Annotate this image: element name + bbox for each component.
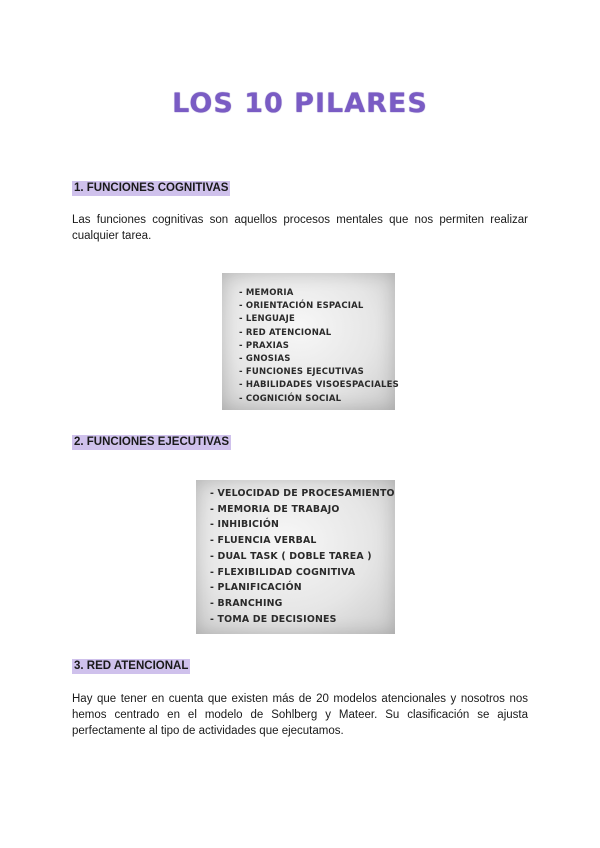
- list-item: - COGNICIÓN SOCIAL: [239, 393, 342, 404]
- section-heading-funciones-ejecutivas: 2. FUNCIONES EJECUTIVAS: [74, 436, 230, 448]
- list-item: - INHIBICIÓN: [210, 519, 280, 531]
- page-title: LOS 10 PILARES: [172, 88, 428, 119]
- section-paragraph-red-atencional: Hay que tener en cuenta que existen más de 20 modelos atencionales y nosotros nos hemos centrado en el modelo de Sohlberg y Mateer. Su clasificación se ajusta perfectamente al tipo de actividades que ejecutamos.: [72, 693, 528, 737]
- section-heading-funciones-cognitivas: 1. FUNCIONES COGNITIVAS: [74, 182, 229, 194]
- list-item: - DUAL TASK ( DOBLE TAREA ): [210, 550, 372, 562]
- list-item: - MEMORIA DE TRABAJO: [210, 503, 340, 515]
- list-item: - GNOSIAS: [239, 354, 291, 365]
- list-item: - MEMORIA: [239, 288, 294, 298]
- section-heading-red-atencional: 3. RED ATENCIONAL: [74, 660, 189, 672]
- section-paragraph-funciones-cognitivas: Las funciones cognitivas son aquellos procesos mentales que nos permiten realizar cualquier tarea.: [72, 214, 528, 242]
- list-item: - HABILIDADES VISOESPACIALES: [239, 380, 399, 391]
- list-item: - RED ATENCIONAL: [239, 327, 332, 338]
- list-item: - ORIENTACIÓN ESPACIAL: [239, 301, 364, 312]
- list-item: - PRAXIAS: [239, 340, 290, 351]
- list-item: - FUNCIONES EJECUTIVAS: [239, 367, 364, 378]
- list-item: - VELOCIDAD DE PROCESAMIENTO: [210, 488, 395, 499]
- chalkboard-image-funciones-cognitivas: [222, 273, 399, 410]
- board-list: [210, 486, 395, 627]
- list-item: - FLEXIBILIDAD COGNITIVA: [210, 566, 356, 578]
- list-item: - PLANIFICACIÓN: [210, 582, 302, 594]
- board-list: [239, 287, 399, 406]
- chalkboard-image-funciones-ejecutivas: [196, 480, 395, 634]
- list-item: - LENGUAJE: [239, 314, 295, 325]
- list-item: - TOMA DE DECISIONES: [210, 613, 337, 625]
- list-item: - FLUENCIA VERBAL: [210, 535, 317, 547]
- list-item: - BRANCHING: [210, 597, 283, 609]
